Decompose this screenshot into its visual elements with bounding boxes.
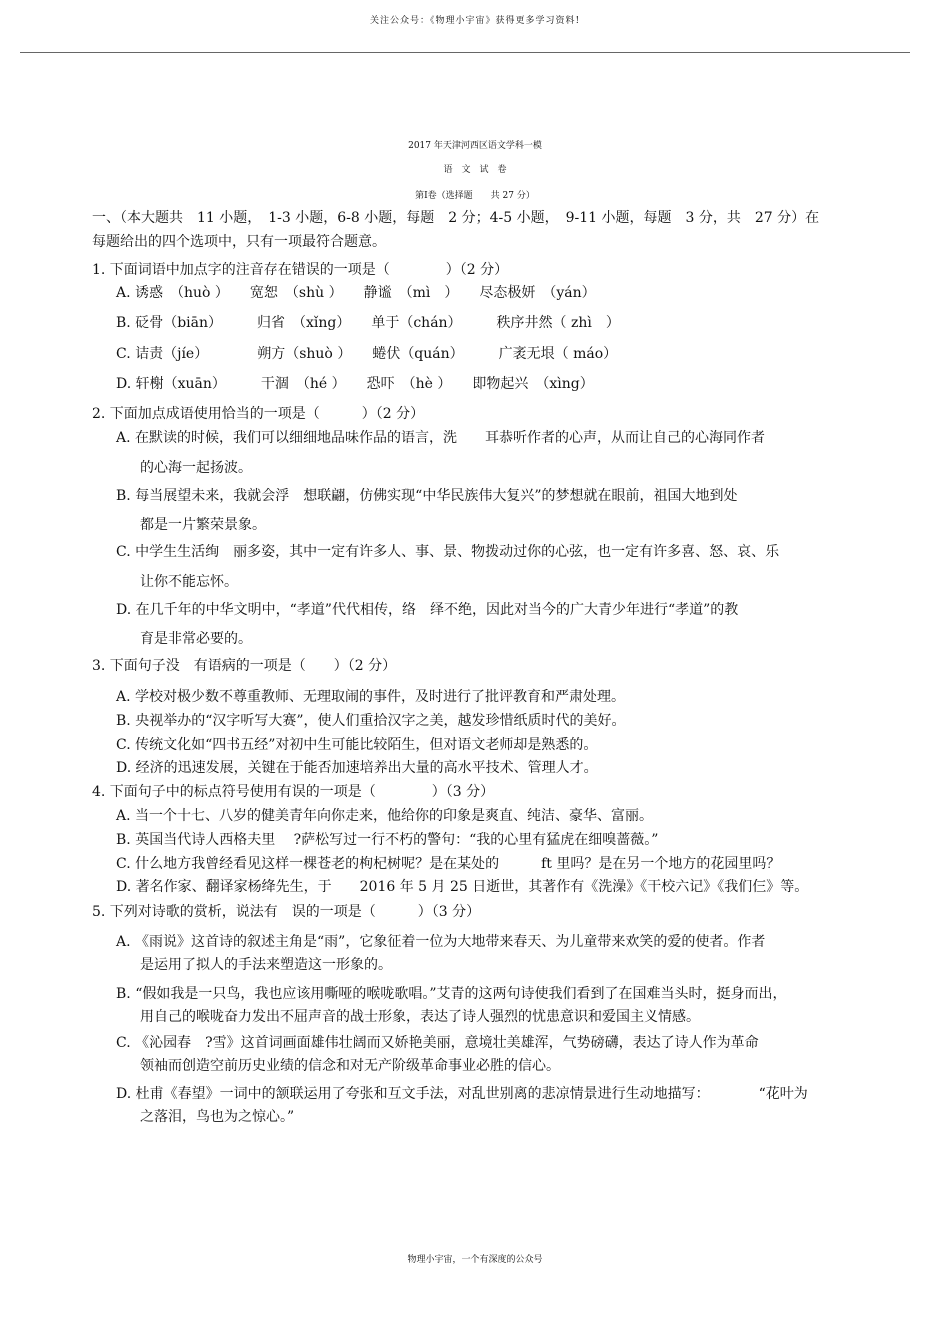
question-5-option-c-cont: 领袖而创造空前历史业绩的信念和对无产阶级革命事业必胜的信心。	[140, 1058, 560, 1074]
exam-subtitle: 语 文 试 卷	[443, 165, 507, 175]
question-4-option-b: B. 英国当代诗人西格夫里 ?萨松写过一行不朽的警句：“我的心里有猛虎在细嗅蔷薇。”	[116, 832, 659, 848]
question-3-option-b: B. 央视举办的“汉字听写大赛”，使人们重拾汉字之美，越发珍惜纸质时代的美好。	[116, 713, 626, 729]
question-3-option-c: C. 传统文化如“四书五经”对初中生可能比较陌生，但对语文老师却是熟悉的。	[116, 737, 598, 753]
question-4-option-a: A. 当一个十七、八岁的健美青年向你走来，他给你的印象是爽直、纯洁、豪华、富丽。	[116, 808, 654, 824]
question-1-option-b: B. 砭骨（biān） 归省 （xǐng） 单于（chán） 秩序井然（ zhì ）	[116, 315, 620, 331]
question-5-option-c: C. 《沁园春 ?雪》这首词画面雄伟壮阔而又娇艳美丽，意境壮美雄浑，气势磅礴，表达了诗人作为革命	[116, 1035, 759, 1051]
question-5-option-b: B. “假如我是一只鸟，我也应该用嘶哑的喉咙歌唱。”艾青的这两句诗使我们看到了在国难当头时，挺身而出，	[116, 986, 787, 1002]
question-5-option-a: A. 《雨说》这首诗的叙述主角是“雨”，它象征着一位为大地带来春天、为儿童带来欢笑的爱的使者。作者	[116, 934, 766, 950]
question-2-option-b: B. 每当展望未来，我就会浮 想联翩，仿佛实现“中华民族伟大复兴”的梦想就在眼前，祖国大地到处	[116, 488, 738, 504]
question-3-stem: 3. 下面句子没 有语病的一项是（ ）（2 分）	[92, 658, 397, 674]
question-4-stem: 4. 下面句子中的标点符号使用有误的一项是（ ）（3 分）	[92, 784, 495, 800]
header-banner: 关注公众号：《物理小宇宙》获得更多学习资料!	[369, 16, 581, 26]
question-1-stem: 1. 下面词语中加点字的注音存在错误的一项是（ ）（2 分）	[92, 262, 509, 278]
question-4-option-c: C. 什么地方我曾经看见这样一棵苍老的枸杞树呢？是在某处的 ft 里吗？是在另一个地方的花园里吗？	[116, 856, 781, 872]
instructions-line-2: 每题给出的四个选项中，只有一项最符合题意。	[92, 234, 386, 250]
question-2-option-c: C. 中学生生活绚 丽多姿，其中一定有许多人、事、景、物拨动过你的心弦，也一定有许多喜、怒、哀、乐	[116, 544, 780, 560]
question-1-option-d: D. 轩榭（xuān） 干涸 （hé ） 恐吓 （hè ） 即物起兴 （xìng）	[116, 376, 594, 392]
question-2-stem: 2. 下面加点成语使用恰当的一项是（ ）（2 分）	[92, 406, 425, 422]
exam-title: 2017 年天津河西区语文学科一模	[408, 141, 542, 151]
footer-text: 物理小宇宙，一个有深度的公众号	[407, 1255, 543, 1265]
question-2-option-c-cont: 让你不能忘怀。	[140, 574, 238, 590]
question-2-option-d: D. 在几千年的中华文明中，“孝道”代代相传，络 绎不绝，因此对当今的广大青少年进行“孝道”的教	[116, 602, 739, 618]
instructions-line-1: 一、（本大题共 11 小题， 1-3 小题，6-8 小题，每题 2 分；4-5 小题， 9-11 小题，每题 3 分，共 27 分）在	[92, 210, 820, 226]
question-5-option-d: D. 杜甫《春望》一词中的颔联运用了夸张和互文手法，对乱世别离的悲凉情景进行生动地描写： “花叶为	[116, 1086, 808, 1102]
volume-title: 第Ⅰ卷（选择题 共 27 分）	[415, 191, 535, 201]
question-5-stem: 5. 下列对诗歌的赏析，说法有 误的一项是（ ）（3 分）	[92, 904, 481, 920]
question-2-option-d-cont: 育是非常必要的。	[140, 631, 252, 647]
question-4-option-d: D. 著名作家、翻译家杨绛先生，于 2016 年 5 月 25 日逝世，其著作有《洗澡》《干校六记》《我们仨》等。	[116, 879, 809, 895]
header-divider	[20, 52, 910, 53]
question-5-option-d-cont: 之落泪，鸟也为之惊心。”	[140, 1109, 295, 1125]
question-1-option-c: C. 诘责（jíe） 朔方（shuò ） 蜷伏（quán） 广袤无垠（ máo）	[116, 346, 618, 362]
question-5-option-a-cont: 是运用了拟人的手法来塑造这一形象的。	[140, 957, 392, 973]
question-2-option-a: A. 在默读的时候，我们可以细细地品味作品的语言，洗 耳恭听作者的心声，从而让自己的心海同作者	[116, 430, 766, 446]
question-3-option-d: D. 经济的迅速发展，关键在于能否加速培养出大量的高水平技术、管理人才。	[116, 760, 598, 776]
question-3-option-a: A. 学校对极少数不尊重教师、无理取闹的事件，及时进行了批评教育和严肃处理。	[116, 689, 626, 705]
question-2-option-a-cont: 的心海一起扬波。	[140, 460, 252, 476]
question-5-option-b-cont: 用自己的喉咙奋力发出不屈声音的战士形象，表达了诗人强烈的忧患意识和爱国主义情感。	[140, 1009, 700, 1025]
question-2-option-b-cont: 都是一片繁荣景象。	[140, 517, 266, 533]
question-1-option-a: A. 诱惑 （huò ） 宽恕 （shù ） 静谧 （mì ） 尽态极妍 （yán）	[116, 285, 596, 301]
